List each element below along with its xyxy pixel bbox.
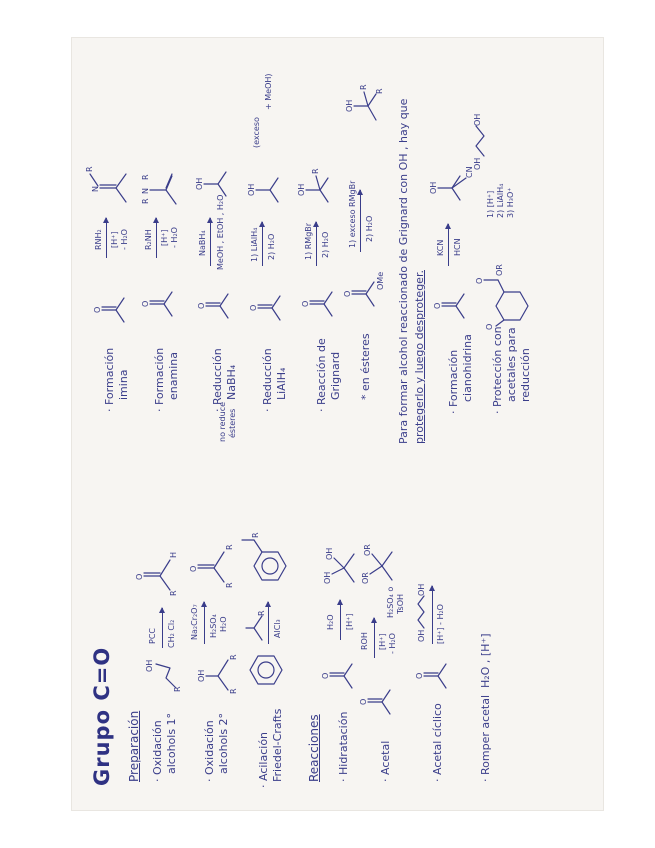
ketone-ciano-structure [433,282,468,322]
svg-text:OH: OH [473,157,482,170]
grig-reagent-top: 1) RMgBr [304,222,313,260]
svg-text:OH: OH [297,183,306,196]
acil-reagent-bottom: AlCl₃ [273,619,282,638]
svg-text:OH: OH [417,583,426,596]
svg-text:OH: OH [345,99,354,112]
svg-text:OR: OR [361,572,370,584]
acetal-side-2: TsOH [396,593,405,614]
svg-text:R: R [225,582,234,588]
esteres-label: * en ésteres [359,333,372,400]
exceso-note: (exceso [252,117,261,148]
enamina-reagent-bottom: - H₂O [170,227,179,248]
svg-text:CN: CN [465,166,474,178]
enamina-reagent-top: R₂NH [144,229,153,250]
svg-text:OR: OR [363,544,372,556]
ox2-reagent-bottom: H₂O [219,616,228,632]
sec-alcohol-red2-structure [246,166,282,206]
ox2-reagent-mid: H₂SO₄ [209,614,218,638]
red1-reagent-bottom: MeOH , EtOH , H₂O [216,194,225,270]
svg-text:O: O [321,672,330,679]
imina-arrow [106,218,107,258]
svg-text:OH: OH [195,177,204,190]
svg-text:R: R [257,610,266,616]
acetal-reagent-top: ROH [360,632,369,650]
exceso-note-2: + MeOH) [264,73,273,110]
red2-arrow [262,222,263,266]
svg-text:OH: OH [197,669,206,682]
prot-reagent-3: 3) H₃O⁺ [506,187,515,218]
svg-text:O: O [249,304,258,311]
esteres-reagent-top: 1) exceso RMgBr [348,180,357,248]
cyanohydrin-structure [428,158,472,204]
svg-text:R: R [229,654,238,660]
secondary-alcohol-structure [196,644,236,694]
imina-label-2: imina [117,369,130,400]
acetal-structure [360,528,396,584]
svg-text:O: O [343,290,352,297]
rotated-notes [72,38,603,810]
imina-label-1: · Formación [103,347,116,412]
svg-text:H: H [169,551,178,558]
hid-reagent-top: H₂O [326,614,335,630]
ciano-arrow [448,224,449,266]
ox2-arrow [204,602,205,644]
acetal-reagent-mid: [H⁺] [378,633,387,650]
note-line-1: Para formar alcohol reaccionado de Grignard con OH , hay que [397,98,410,444]
svg-text:OH: OH [145,659,154,672]
acil-label-1: · Acilación [257,731,270,788]
svg-text:R: R [229,688,238,694]
enamina-label-2: enamina [167,352,180,400]
section-reacciones: Reacciones [307,714,321,782]
aryl-ketone-structure [238,524,288,584]
benzene-structure [248,652,284,688]
ketone-grig-structure [301,280,336,320]
hid-label: · Hidratación [337,711,350,782]
ox1-label-1: · Oxidación [151,720,164,782]
svg-text:R: R [311,168,320,174]
svg-text:O: O [485,323,494,330]
svg-text:R: R [141,174,150,180]
red2-label-2: LiAlH₄ [275,367,288,400]
enamina-label-1: · Formación [153,347,166,412]
red1-arrow [210,218,211,266]
svg-text:R: R [141,198,150,204]
red1-note-2: ésteres [228,408,237,438]
ketone-enamina-structure [141,280,176,320]
prot-reagent-2: 2) LiAlH₄ [496,183,505,218]
ox1-reagent-top: PCC [148,628,157,644]
prot-reagent-1: 1) [H⁺] [486,190,495,218]
acetal-label: · Acetal [379,740,392,782]
ketone-red2-structure [249,284,284,324]
enamina-reagent-mid: [H⁺] [160,229,169,246]
acil-arrow [268,602,269,644]
ome-label: OMe [376,271,385,290]
svg-text:R: R [173,686,182,692]
svg-text:R: R [85,166,94,172]
svg-text:N: N [91,186,100,192]
prot-label-3: reducción [519,348,532,402]
svg-text:O: O [415,672,424,679]
svg-text:R: R [375,88,384,94]
aldehyde-structure [135,536,178,596]
ketone-cyclic-structure [415,652,450,692]
ciano-label-2: cianohidrina [461,334,474,402]
svg-text:OH: OH [323,571,332,584]
ketone-structure [190,532,234,588]
grig-arrow [316,222,317,266]
gem-diol-structure [322,536,358,586]
ester-structure [343,274,378,310]
primary-alcohol-structure [144,652,184,692]
ox2-label-1: · Oxidación [203,720,216,782]
tert-alcohol-ester-structure [344,70,384,124]
svg-text:N: N [141,188,150,194]
romper-reagents: H₂O , [H⁺] [479,633,492,688]
ciano-reagent-top: KCN [436,239,445,256]
enamina-arrow [156,218,157,258]
ciano-label-1: · Formación [447,349,460,414]
svg-text:OH: OH [473,113,482,126]
note-line-2: protegerlo y luego desproteger. [413,270,426,444]
svg-text:R: R [359,84,368,90]
acetal-ciclico-label: · Acetal cíclico [431,703,444,782]
svg-text:OH: OH [247,183,256,196]
grig-label-1: · Reacción de [315,338,328,412]
acyl-chloride-structure [246,602,266,642]
ketone-red1-structure [197,282,232,322]
romper-label: · Romper acetal [479,694,492,782]
imina-reagent-bottom: - H₂O [120,229,129,250]
diol-reagent-structure [414,582,430,642]
ketone-acetal-structure [359,678,394,718]
ox1-arrow [162,608,163,648]
ketone-hid-structure [321,652,356,692]
acetal-side-1: H₂SO₄ o [386,586,395,618]
prot-label-1: · Protección con [491,326,504,414]
acetal-arrow [374,618,375,658]
red1-reagent-top: NaBH₄ [198,230,207,256]
hid-arrow [340,600,341,640]
esteres-arrow [360,190,361,252]
svg-text:O: O [93,306,102,313]
tert-alcohol-structure [296,158,336,206]
imina-reagent-mid: [H⁺] [110,231,119,248]
svg-text:O: O [433,302,442,309]
ox1-label-2: alcohols 1° [165,712,178,774]
svg-text:O: O [359,698,368,705]
ox2-reagent-top: Na₂Cr₂O₇ [190,604,199,640]
acetal-ciclico-arrow [432,586,433,644]
sec-alcohol-red1-structure [194,160,230,200]
svg-text:O: O [475,277,484,284]
ketoester-structure [475,246,534,330]
grig-label-2: Grignard [329,351,342,400]
enamine-structure [136,148,180,208]
red1-label-1: · Reducción [211,348,224,412]
ciano-reagent-bottom: HCN [453,238,462,256]
svg-text:OH: OH [325,547,334,560]
ox1-reagent-bottom: CH₂ Cl₂ [167,619,176,648]
red2-reagent-bottom: 2) H₂O [267,233,276,260]
grig-reagent-bottom: 2) H₂O [321,231,330,258]
svg-text:OR: OR [495,264,504,276]
hydroxy-product-structure [470,100,494,170]
svg-text:O: O [141,300,150,307]
svg-text:R: R [169,590,178,596]
ox2-label-2: alcohols 2° [217,712,230,774]
esteres-reagent-bottom: 2) H₂O [365,215,374,242]
ketone-imina-structure [93,286,128,326]
svg-text:O: O [301,300,310,307]
imine-structure [86,150,130,206]
prot-label-2: acetales para [505,327,518,402]
svg-text:OH: OH [417,629,426,642]
red1-label-2: NaBH₄ [225,364,238,400]
acil-label-2: Friedel-Crafts [271,708,284,782]
svg-text:O: O [135,573,144,580]
svg-text:OH: OH [429,181,438,194]
acetal-ciclico-reagent-bottom: [H⁺] - H₂O [436,604,445,644]
imina-reagent-top: RNH₂ [94,229,103,250]
svg-text:O: O [189,565,198,572]
red2-label-1: · Reducción [261,348,274,412]
svg-text:R: R [251,532,260,538]
page-title: Grupo C=O [90,646,114,786]
hid-reagent-bottom: [H⁺] [345,613,354,630]
section-preparacion: Preparación [127,710,141,782]
acetal-reagent-bottom: - H₂O [388,633,397,654]
svg-text:O: O [197,302,206,309]
red2-reagent-top: 1) LiAlH₄ [250,227,259,262]
svg-text:R: R [225,544,234,550]
red1-note-1: no reduce [218,401,227,442]
